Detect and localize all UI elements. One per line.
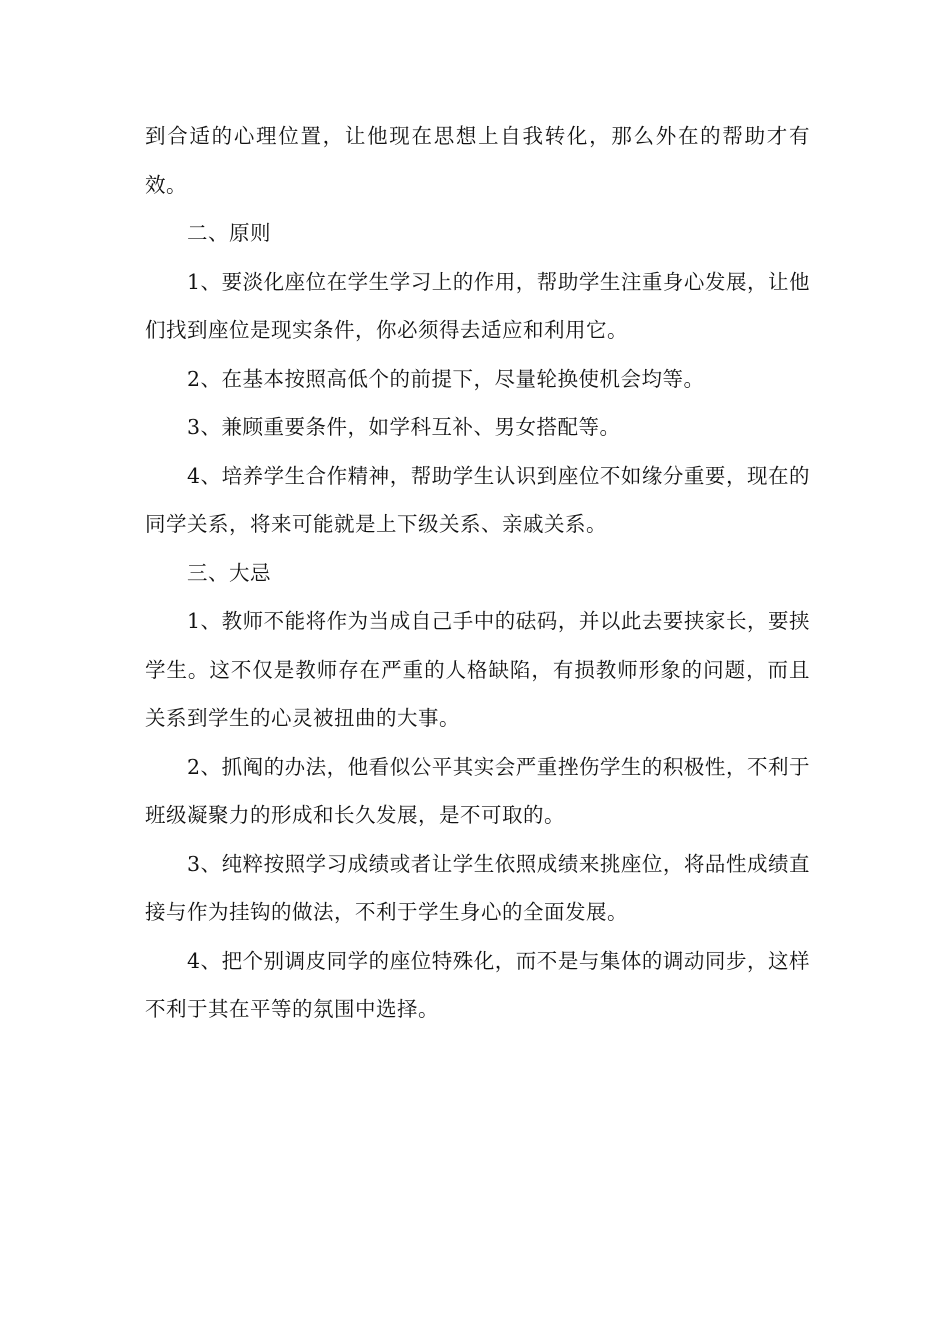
taboo-item-3: 3、纯粹按照学习成绩或者让学生依照成绩来挑座位，将品性成绩直接与作为挂钩的做法，不利于学生身心的全面发展。 <box>145 851 810 924</box>
taboo-item-4: 4、把个别调皮同学的座位特殊化，而不是与集体的调动同步，这样不利于其在平等的氛围中选择。 <box>145 948 810 1021</box>
taboo-item-2: 2、抓阄的办法，他看似公平其实会严重挫伤学生的积极性，不利于班级凝聚力的形成和长久发展，是不可取的。 <box>145 754 810 827</box>
principle-item-2: 2、在基本按照高低个的前提下，尽量轮换使机会均等。 <box>187 366 705 391</box>
principle-item-1: 1、要淡化座位在学生学习上的作用，帮助学生注重身心发展，让他们找到座位是现实条件，你必须得去适应和利用它。 <box>145 269 810 342</box>
document-body <box>145 112 810 1034</box>
section-heading-principles: 二、原则 <box>187 221 271 245</box>
principle-item-3: 3、兼顾重要条件，如学科互补、男女搭配等。 <box>187 415 621 439</box>
section-heading-taboos: 三、大忌 <box>187 560 271 585</box>
paragraph-continuation: 到合适的心理位置，让他现在思想上自我转化，那么外在的帮助才有效。 <box>145 124 810 197</box>
principle-item-4: 4、培养学生合作精神，帮助学生认识到座位不如缘分重要，现在的同学关系，将来可能就是上下级关系、亲戚关系。 <box>145 463 810 536</box>
taboo-item-1: 1、教师不能将作为当成自己手中的砝码，并以此去要挟家长，要挟学生。这不仅是教师存在严重的人格缺陷，有损教师形象的问题，而且关系到学生的心灵被扭曲的大事。 <box>145 609 810 730</box>
